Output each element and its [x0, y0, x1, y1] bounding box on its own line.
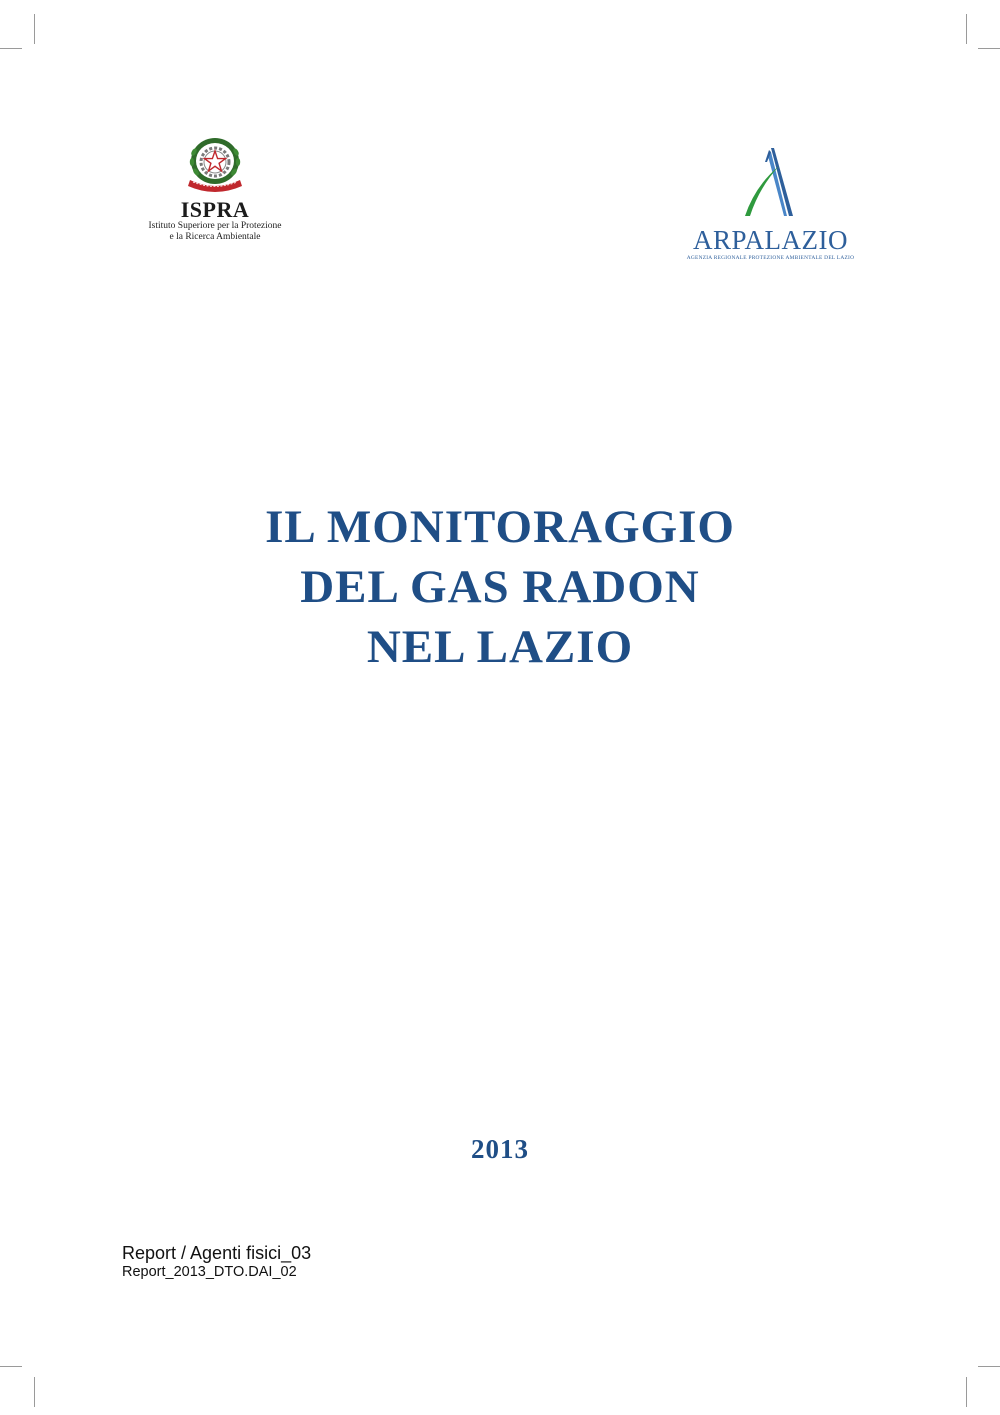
arpalazio-subtitle: AGENZIA REGIONALE PROTEZIONE AMBIENTALE DEL LAZIO [686, 255, 855, 261]
title-line-3: NEL LAZIO [366, 621, 634, 673]
ispra-logo [140, 134, 290, 243]
crop-mark [978, 48, 1000, 49]
italian-emblem-icon [184, 134, 246, 196]
ispra-subtitle-line-1: Istituto Superiore per la Protezione [148, 221, 282, 231]
arpalazio-name: ARPALAZIO [692, 225, 849, 255]
document-title [0, 497, 1000, 677]
ispra-subtitle-line-2: e la Ricerca Ambientale [169, 232, 261, 242]
crop-mark [966, 14, 967, 44]
crop-mark [978, 1366, 1000, 1367]
title-line-1: IL MONITORAGGIO [265, 501, 735, 553]
crop-mark [0, 48, 22, 49]
crop-mark [34, 1377, 35, 1407]
crop-mark [966, 1377, 967, 1407]
ispra-name: ISPRA [180, 197, 250, 222]
arpalazio-logo [683, 146, 858, 262]
publication-year: 2013 [471, 1134, 529, 1164]
arpalazio-mark-icon [731, 146, 811, 220]
crop-mark [34, 14, 35, 44]
report-code: Report_2013_DTO.DAI_02 [122, 1264, 297, 1280]
crop-mark [0, 1366, 22, 1367]
report-series: Report / Agenti fisici_03 [122, 1243, 312, 1263]
title-line-2: DEL GAS RADON [300, 561, 700, 613]
report-info [122, 1242, 311, 1281]
